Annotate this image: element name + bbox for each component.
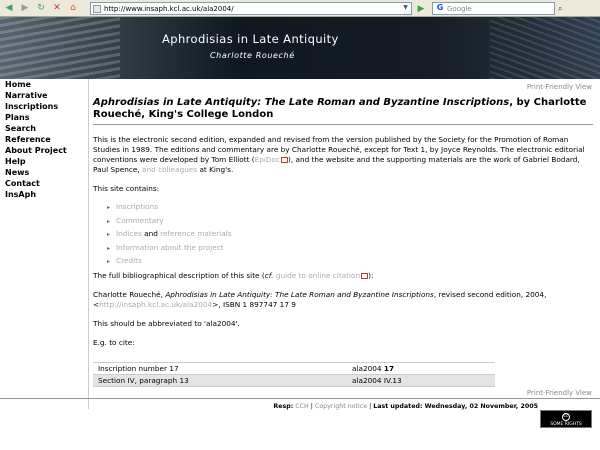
list-item xyxy=(107,255,232,269)
site-banner xyxy=(0,17,600,79)
commentary-link[interactable]: Commentary xyxy=(116,215,164,225)
epidoc-link[interactable]: EpiDoc xyxy=(254,155,281,164)
banner-stone-right xyxy=(490,17,600,79)
page-title-rest: , by Charlotte Roueché, King's College London xyxy=(93,97,587,120)
biblio-paragraph xyxy=(93,271,593,281)
sidebar-item-inscriptions[interactable]: Inscriptions xyxy=(5,102,59,111)
list-item xyxy=(107,242,232,256)
list-item xyxy=(107,201,232,215)
table-row xyxy=(93,363,495,375)
abbreviation-note: This should be abbreviated to 'ala2004'. xyxy=(93,319,240,328)
resp-label: Resp: xyxy=(273,403,294,410)
search-magnifier-icon[interactable]: ⌕ xyxy=(558,3,563,13)
biblio-text-1: The full bibliographical description of this site ( xyxy=(93,271,265,280)
citation-text-2: , revised second edition, 2004, < xyxy=(93,290,547,309)
cc-text: SOME RIGHTS RESERVED xyxy=(550,422,582,434)
cc-logo-icon: cc xyxy=(563,414,569,419)
go-icon[interactable]: ▶ xyxy=(417,3,425,14)
table-cell-label: Inscription number 17 xyxy=(93,363,347,375)
citation-example-table xyxy=(93,362,495,387)
intro-text-3: at King's. xyxy=(197,165,234,174)
back-arrow-icon[interactable]: ◀ xyxy=(5,3,13,13)
sidebar-item-plans[interactable]: Plans xyxy=(5,113,30,122)
citation-url-link[interactable]: http://insaph.kcl.ac.uk/ala2004 xyxy=(99,300,213,309)
footer-separator: | xyxy=(308,403,315,410)
citation-prefix: ala2004 xyxy=(352,364,384,373)
sidebar-item-contact[interactable]: Contact xyxy=(5,179,40,188)
print-friendly-link-bottom[interactable]: Print-Friendly View xyxy=(526,389,592,397)
intro-text-1: This is the electronic second edition, expanded and revised from the version published by the Society for the Promotion of Roman Studies in 1989. The editions and commentary are by Charlotte Roueché, except for Text 1, by Joyce Reynolds. The electronic editorial conventions were developed by Tom Elliott ( xyxy=(93,135,585,164)
reference-materials-link[interactable]: reference materials xyxy=(160,229,232,238)
citation-author: Charlotte Roueché, xyxy=(93,290,166,299)
banner-author: Charlotte Roueché xyxy=(210,51,295,60)
sidebar-item-home[interactable]: Home xyxy=(5,80,31,89)
list-item xyxy=(107,228,232,242)
intro-text-2: ), and the website and the supporting materials are the work of Gabriel Bodard, Paul Spence, xyxy=(93,155,580,174)
sidebar-item-insaph[interactable]: InsAph xyxy=(5,190,37,199)
example-label: E.g. to cite: xyxy=(93,338,135,347)
contents-list xyxy=(107,201,232,269)
inscriptions-link[interactable]: Inscriptions xyxy=(116,202,159,211)
external-link-icon xyxy=(281,157,288,163)
table-cell-citation xyxy=(347,363,495,375)
page-title xyxy=(93,97,593,125)
table-row xyxy=(93,375,495,387)
footer xyxy=(93,403,538,410)
and-text: and xyxy=(144,229,158,238)
citation-guide-link[interactable]: guide to online citation xyxy=(275,271,361,280)
sidebar-divider xyxy=(88,79,89,409)
home-icon[interactable]: ⌂ xyxy=(70,3,76,13)
credits-link[interactable]: Credits xyxy=(116,256,142,265)
citation-text-3: >, ISBN 1 897747 17 9 xyxy=(212,300,296,309)
citation-number: 17 xyxy=(383,364,395,373)
contains-label: This site contains: xyxy=(93,184,160,193)
stop-icon[interactable]: ✕ xyxy=(53,3,61,13)
sidebar-item-narrative[interactable]: Narrative xyxy=(5,91,48,100)
last-updated: Last updated: Wednesday, 02 November, 2005 xyxy=(373,403,538,410)
table-cell-label: Section IV, paragraph 13 xyxy=(93,375,347,387)
google-logo-icon: G xyxy=(436,3,444,12)
url-text: http://www.insaph.kcl.ac.uk/ala2004/ xyxy=(104,4,234,13)
sidebar-item-help[interactable]: Help xyxy=(5,157,26,166)
url-dropdown-icon[interactable]: ▼ xyxy=(403,4,408,11)
search-placeholder: Google xyxy=(447,4,472,13)
sidebar-item-search[interactable]: Search xyxy=(5,124,36,133)
footer-divider xyxy=(0,398,600,399)
reload-icon[interactable]: ↻ xyxy=(37,3,45,13)
intro-paragraph xyxy=(93,135,593,175)
about-project-link[interactable]: Information about the project xyxy=(116,242,224,252)
biblio-text-2: ): xyxy=(368,271,374,280)
sidebar-item-reference[interactable]: Reference xyxy=(5,135,51,144)
footer-separator: | xyxy=(367,403,374,410)
citation-paragraph xyxy=(93,290,593,310)
colleagues-link[interactable]: and colleagues xyxy=(142,165,198,174)
forward-arrow-icon[interactable]: ▶ xyxy=(21,3,29,13)
sidebar-nav xyxy=(0,79,88,425)
print-friendly-link-top[interactable]: Print-Friendly View xyxy=(526,83,592,91)
table-cell-citation xyxy=(347,375,495,387)
banner-stone-left xyxy=(0,17,120,79)
page-title-italic: Aphrodisias in Late Antiquity: The Late Roman and Byzantine Inscriptions xyxy=(93,97,510,108)
list-item xyxy=(107,215,232,229)
indices-link[interactable]: Indices xyxy=(116,229,142,238)
sidebar-item-about-project[interactable]: About Project xyxy=(5,146,67,155)
search-input[interactable] xyxy=(432,2,555,15)
banner-title: Aphrodisias in Late Antiquity xyxy=(162,32,339,46)
biblio-cf: cf. xyxy=(264,271,274,280)
creative-commons-badge[interactable] xyxy=(540,410,592,434)
sidebar-item-news[interactable]: News xyxy=(5,168,30,177)
cch-link[interactable]: CCH xyxy=(295,403,309,410)
page-icon xyxy=(93,5,101,13)
copyright-notice-link[interactable]: Copyright notice xyxy=(314,403,368,410)
url-bar[interactable] xyxy=(90,2,412,15)
citation-prefix: ala2004 IV.13 xyxy=(352,376,402,385)
citation-title: Aphrodisias in Late Antiquity: The Late Roman and Byzantine Inscriptions xyxy=(165,290,434,299)
